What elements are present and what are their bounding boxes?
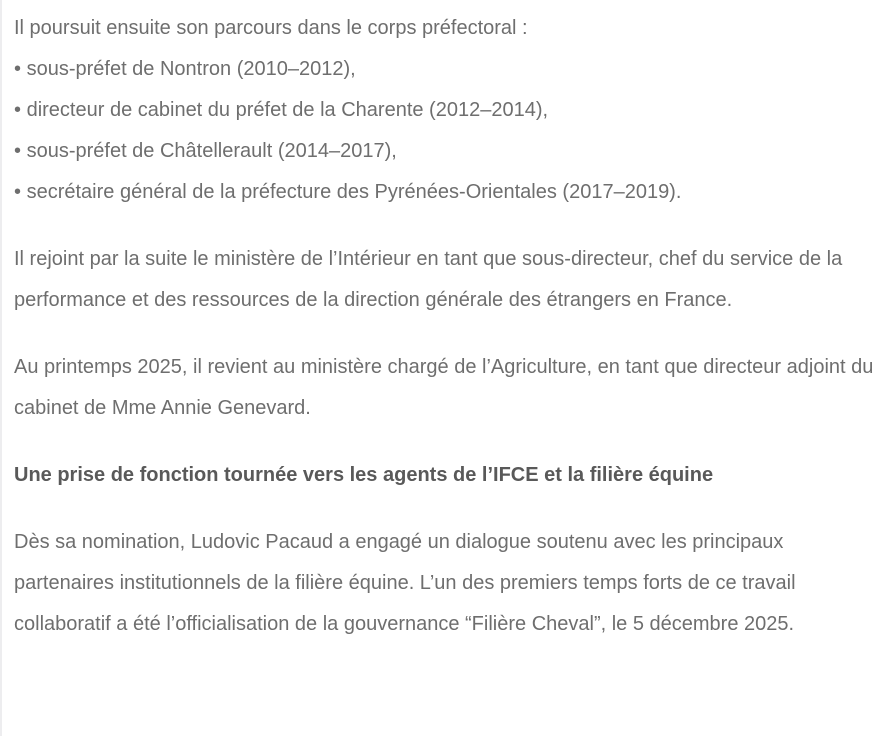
career-item-text: sous-préfet de Châtellerault (2014–2017), [26, 140, 397, 162]
bullet-marker: • [14, 140, 22, 162]
left-edge-divider [0, 0, 2, 736]
career-list-item [14, 49, 874, 90]
career-item-text: sous-préfet de Nontron (2010–2012), [26, 58, 356, 80]
paragraph-interior-ministry: Il rejoint par la suite le ministère de l’Intérieur en tant que sous-directeur, chef du service de la performance et des ressources de la direction générale des étrangers en France. [14, 248, 843, 311]
paragraph-agriculture: Au printemps 2025, il revient au ministère chargé de l’Agriculture, en tant que directeur adjoint du cabinet de Mme Annie Genevard. [14, 356, 874, 419]
career-item-text: directeur de cabinet du préfet de la Charente (2012–2014), [26, 99, 549, 121]
career-list-item [14, 90, 874, 131]
career-list-item [14, 172, 874, 213]
bullet-marker: • [14, 58, 22, 80]
bullet-marker: • [14, 181, 22, 203]
career-item-text: secrétaire général de la préfecture des Pyrénées-Orientales (2017–2019). [26, 181, 682, 203]
bullet-marker: • [14, 99, 22, 121]
subheading: Une prise de fonction tournée vers les agents de l’IFCE et la filière équine [14, 464, 714, 486]
career-list-item [14, 131, 874, 172]
intro-line: Il poursuit ensuite son parcours dans le corps préfectoral : [14, 17, 528, 39]
paragraph-nomination: Dès sa nomination, Ludovic Pacaud a engagé un dialogue soutenu avec les principaux partenaires institutionnels de la filière équine. L’un des premiers temps forts de ce travail collaboratif a été l’officialisation de la gouvernance “Filière Cheval”, le 5 décembre 2025. [14, 531, 796, 635]
career-block [14, 8, 874, 213]
